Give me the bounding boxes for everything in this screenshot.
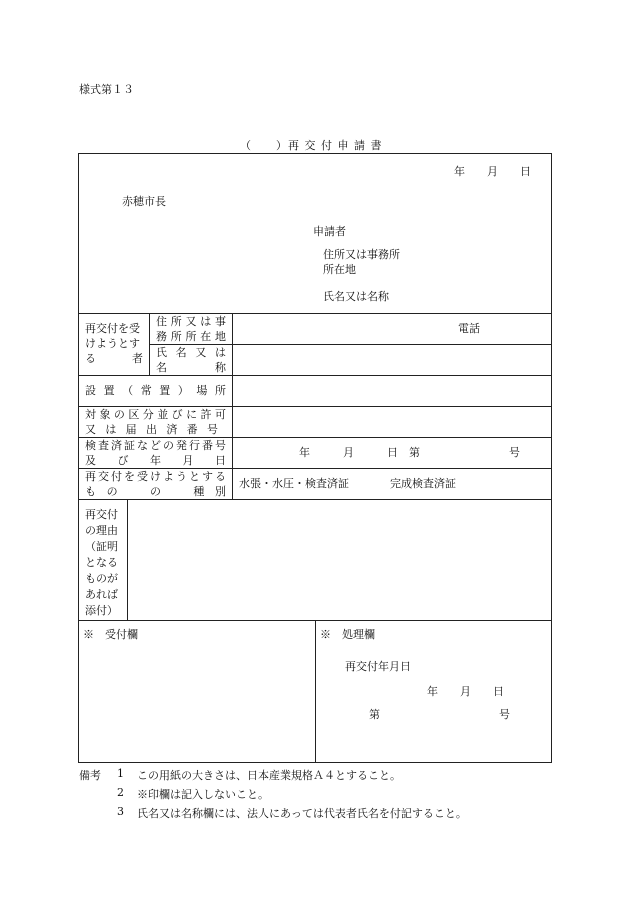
reason-label-line: あれば bbox=[85, 588, 118, 601]
note-number: 3 bbox=[117, 805, 124, 818]
form-title: （ ）再 交 付 申 請 書 bbox=[240, 139, 383, 152]
reason-label-line: （証明 bbox=[85, 540, 118, 553]
processing-label: ※ 処理欄 bbox=[320, 628, 375, 641]
type-option-water-pressure[interactable]: 水張・水圧・検査済証 bbox=[239, 477, 349, 490]
type-label: 再交付を受けようとする もの の 種別 bbox=[85, 470, 226, 498]
applicant-address-label: 住所又は事務所 bbox=[323, 248, 400, 261]
reissue-name-label: 氏名又は 名 称 bbox=[156, 346, 226, 374]
issue-number-label: 検査済証などの発行番号 及び年月日 bbox=[85, 439, 226, 467]
applicant-label: 申請者 bbox=[313, 225, 346, 238]
type-option-completion[interactable]: 完成検査済証 bbox=[390, 477, 456, 490]
note-number: 2 bbox=[117, 786, 124, 799]
date-field[interactable]: 年 月 日 bbox=[454, 165, 531, 178]
reason-label bbox=[85, 507, 125, 619]
note-text: ※印欄は記入しないこと。 bbox=[137, 788, 269, 801]
reason-label-line: の理由 bbox=[85, 524, 118, 537]
reason-label-line: 添付） bbox=[85, 604, 118, 617]
category-label: 対象の区分並びに許可 又は届出済番号 bbox=[85, 408, 226, 436]
issue-date-number[interactable]: 年 月 日 第 bbox=[299, 446, 420, 459]
reception-label: ※ 受付欄 bbox=[83, 628, 138, 641]
applicant-name-label: 氏名又は名称 bbox=[323, 290, 389, 303]
note-text: この用紙の大きさは、日本産業規格Ａ４とすること。 bbox=[137, 769, 401, 782]
location-label: 設置（常置）場所 bbox=[85, 384, 226, 397]
reason-label-line: ものが bbox=[85, 572, 118, 585]
reissue-date-value[interactable]: 年 月 日 bbox=[427, 685, 504, 698]
reissue-date-label: 再交付年月日 bbox=[345, 660, 411, 673]
addressee: 赤穂市長 bbox=[122, 195, 166, 208]
application-form bbox=[78, 153, 552, 763]
note-number: 1 bbox=[117, 767, 124, 780]
reissue-number-prefix: 第 bbox=[369, 708, 380, 721]
form-id: 様式第１３ bbox=[79, 83, 134, 96]
notes-heading: 備考 bbox=[79, 769, 101, 782]
issue-number-suffix: 号 bbox=[509, 446, 520, 459]
reissue-number-suffix: 号 bbox=[499, 708, 510, 721]
reissue-applicant-label: 再交付を受 けようとす る 者 bbox=[85, 322, 143, 365]
reissue-address-label: 住所又は事 務所所在地 bbox=[156, 315, 226, 343]
reason-label-line: 再交付 bbox=[85, 508, 118, 521]
reason-label-line: となる bbox=[85, 556, 118, 569]
applicant-address-label-2: 所在地 bbox=[323, 263, 356, 276]
note-text: 氏名又は名称欄には、法人にあっては代表者氏名を付記すること。 bbox=[137, 807, 467, 820]
phone-label: 電話 bbox=[458, 322, 480, 335]
